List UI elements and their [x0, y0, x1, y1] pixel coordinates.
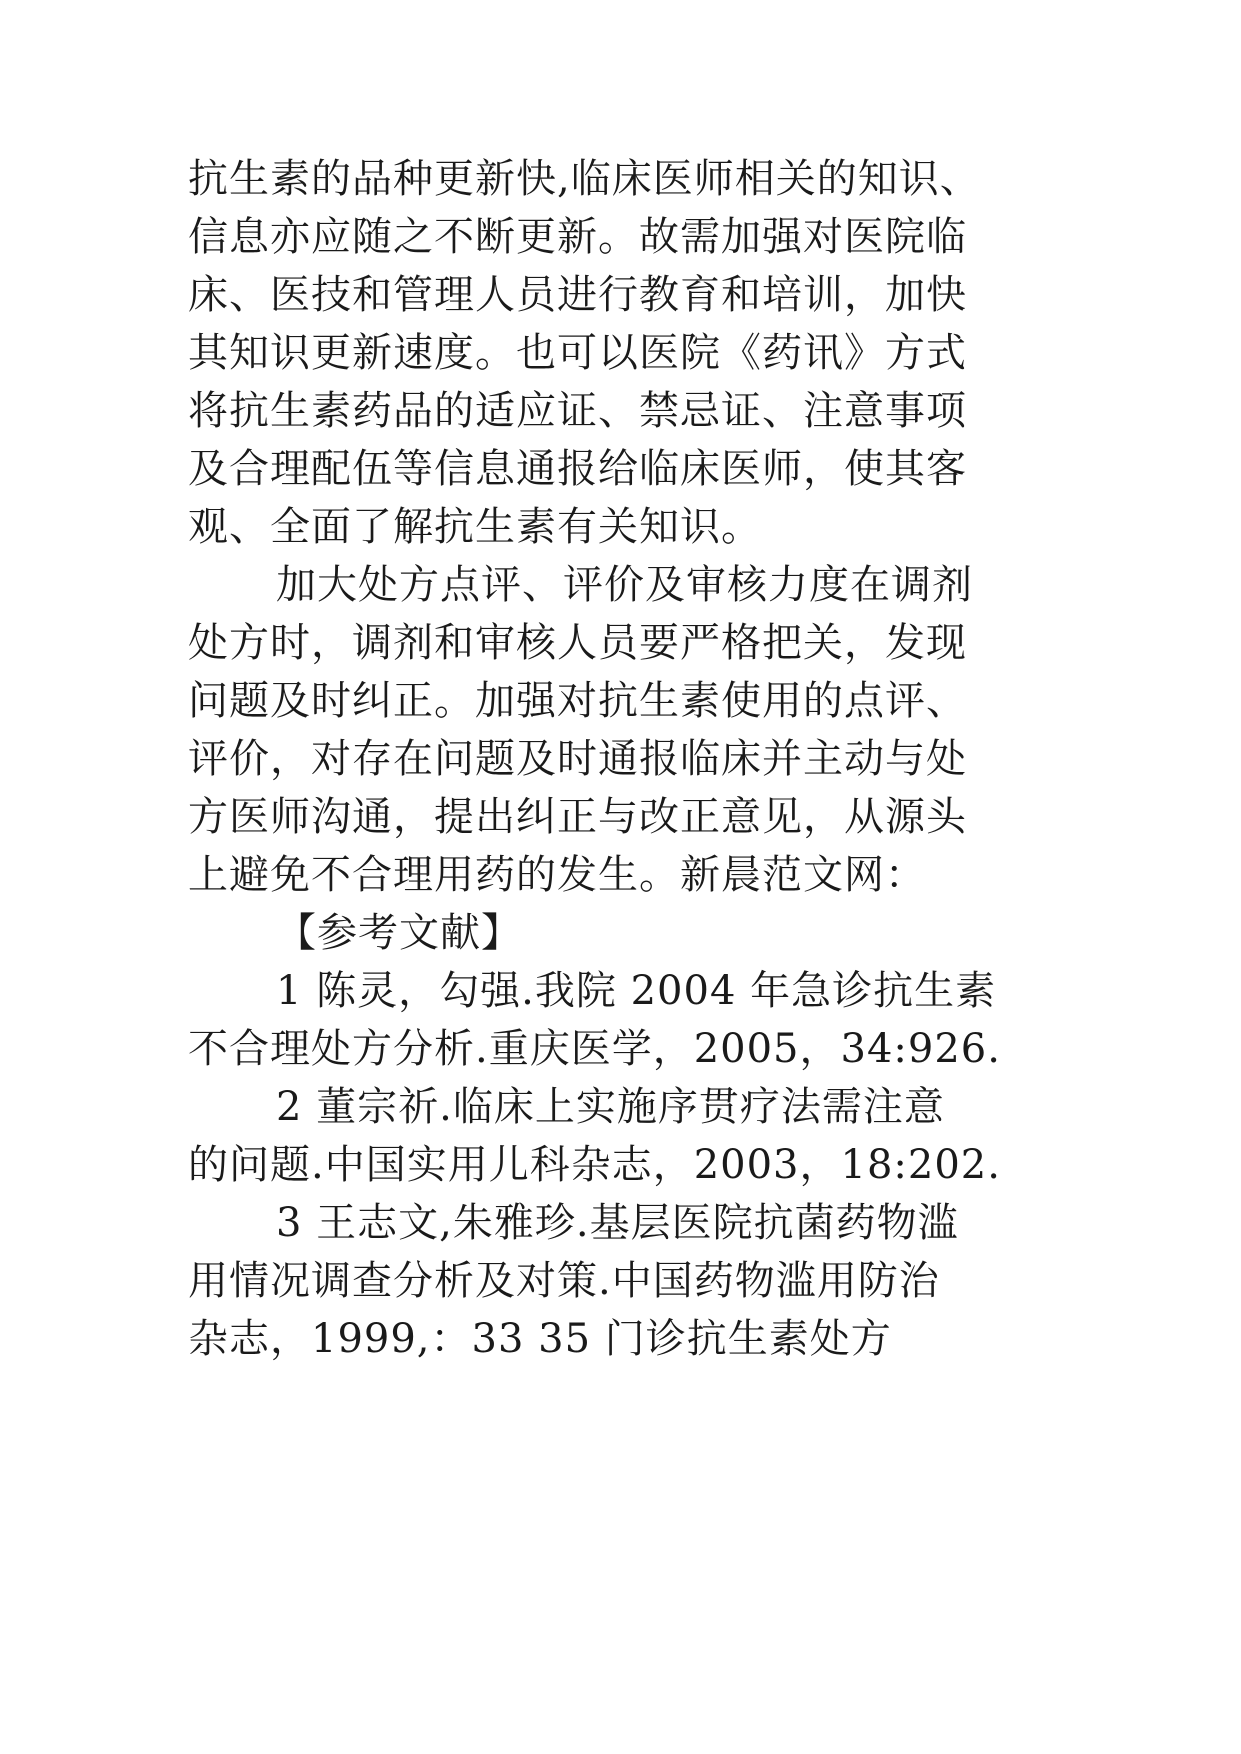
text-line: 将抗生素药品的适应证、禁忌证、注意事项 [188, 388, 967, 434]
text-line: 加大处方点评、评价及审核力度在调剂 [276, 562, 973, 608]
text-line: 评价，对存在问题及时通报临床并主动与处 [188, 736, 967, 782]
reference-line: 1 陈灵，勾强.我院 2004 年急诊抗生素 [276, 968, 997, 1014]
reference-item [188, 1078, 1088, 1194]
reference-item [188, 962, 1088, 1078]
reference-line: 用情况调查分析及对策.中国药物滥用防治 [188, 1258, 940, 1304]
text-line: 及合理配伍等信息通报给临床医师，使其客 [188, 446, 967, 492]
reference-line: 的问题.中国实用儿科杂志，2003，18:202. [188, 1142, 1001, 1188]
text-line: 处方时，调剂和审核人员要严格把关，发现 [188, 620, 967, 666]
references-heading: 【参考文献】 [276, 910, 522, 956]
reference-item [188, 1194, 1088, 1368]
text-line: 床、医技和管理人员进行教育和培训，加快 [188, 272, 967, 318]
text-line: 问题及时纠正。加强对抗生素使用的点评、 [188, 678, 967, 724]
document-body [188, 150, 1088, 1368]
reference-line: 不合理处方分析.重庆医学，2005，34:926. [188, 1026, 1001, 1072]
text-line: 观、全面了解抗生素有关知识。 [188, 504, 762, 550]
text-line: 信息亦应随之不断更新。故需加强对医院临 [188, 214, 967, 260]
text-line: 上避免不合理用药的发生。新晨范文网： [188, 852, 926, 898]
text-line: 方医师沟通，提出纠正与改正意见，从源头 [188, 794, 967, 840]
reference-line: 杂志，1999,：33 35 门诊抗生素处方 [188, 1316, 892, 1362]
reference-line: 2 董宗祈.临床上实施序贯疗法需注意 [276, 1084, 945, 1130]
reference-line: 3 王志文,朱雅珍.基层医院抗菌药物滥 [276, 1200, 959, 1246]
reference-list [188, 962, 1088, 1368]
paragraph-2 [188, 556, 1088, 904]
paragraph-1 [188, 150, 1088, 556]
text-line: 抗生素的品种更新快,临床医师相关的知识、 [188, 156, 981, 202]
text-line: 其知识更新速度。也可以医院《药讯》方式 [188, 330, 967, 376]
